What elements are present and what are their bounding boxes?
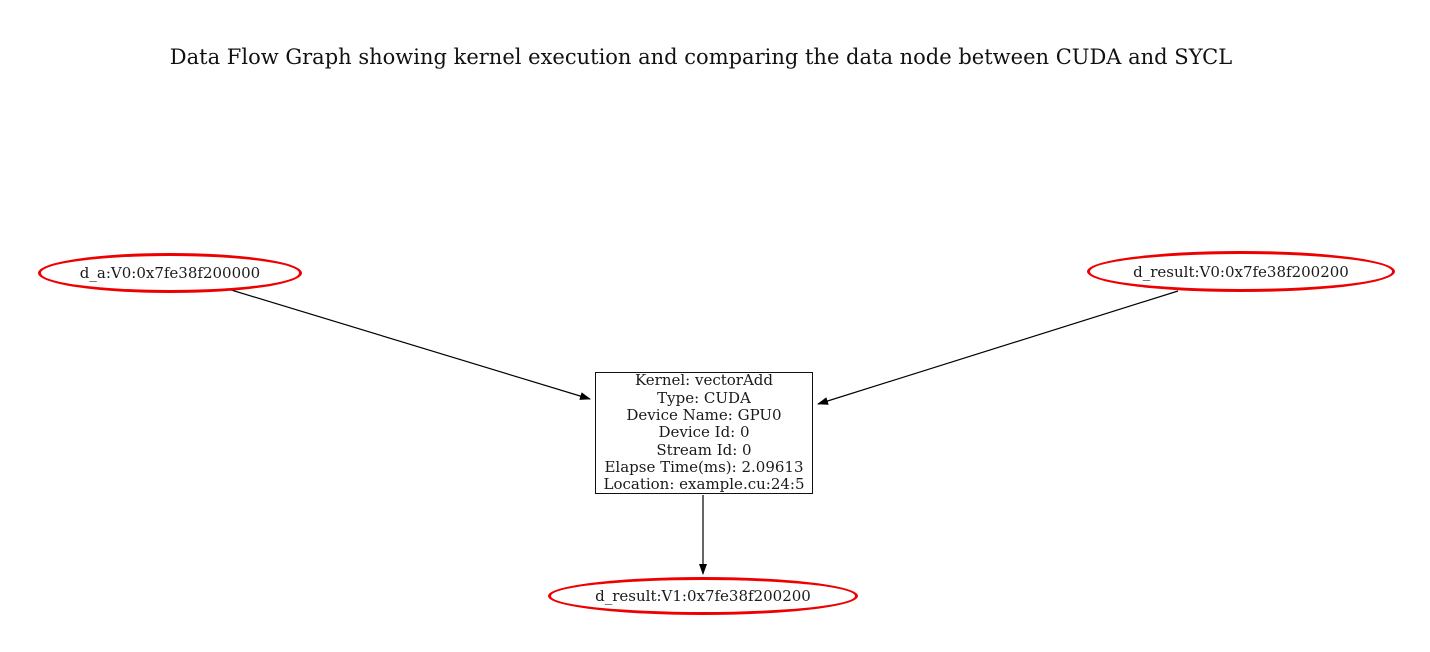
kernel-node-line-device-name: Device Name: GPU0 (626, 406, 782, 425)
data-node-d-result-v0-label: d_result:V0:0x7fe38f200200 (1133, 262, 1349, 281)
data-node-d-a-label: d_a:V0:0x7fe38f200000 (79, 264, 261, 282)
kernel-node-line-stream-id: Stream Id: 0 (656, 440, 752, 459)
kernel-node-line-kernel: Kernel: vectorAdd (634, 371, 774, 390)
graph-title: Data Flow Graph showing kernel execution and comparing the data node between CUDA and SYCL (169, 45, 1233, 69)
data-node-d-result-v0 (1087, 251, 1395, 292)
kernel-node-line-elapse-time: Elapse Time(ms): 2.09613 (604, 457, 804, 476)
kernel-node-line-device-id: Device Id: 0 (658, 423, 750, 442)
data-node-d-result-v1 (548, 577, 858, 615)
edge-d-result-v0-to-kernel (818, 291, 1178, 404)
kernel-node (595, 372, 813, 494)
data-node-d-a (38, 253, 302, 293)
kernel-node-line-type: Type: CUDA (657, 388, 751, 407)
kernel-node-line-location: Location: example.cu:24:5 (603, 475, 805, 494)
data-node-d-result-v1-label: d_result:V1:0x7fe38f200200 (595, 587, 811, 605)
edge-d-a-to-kernel (228, 289, 590, 399)
